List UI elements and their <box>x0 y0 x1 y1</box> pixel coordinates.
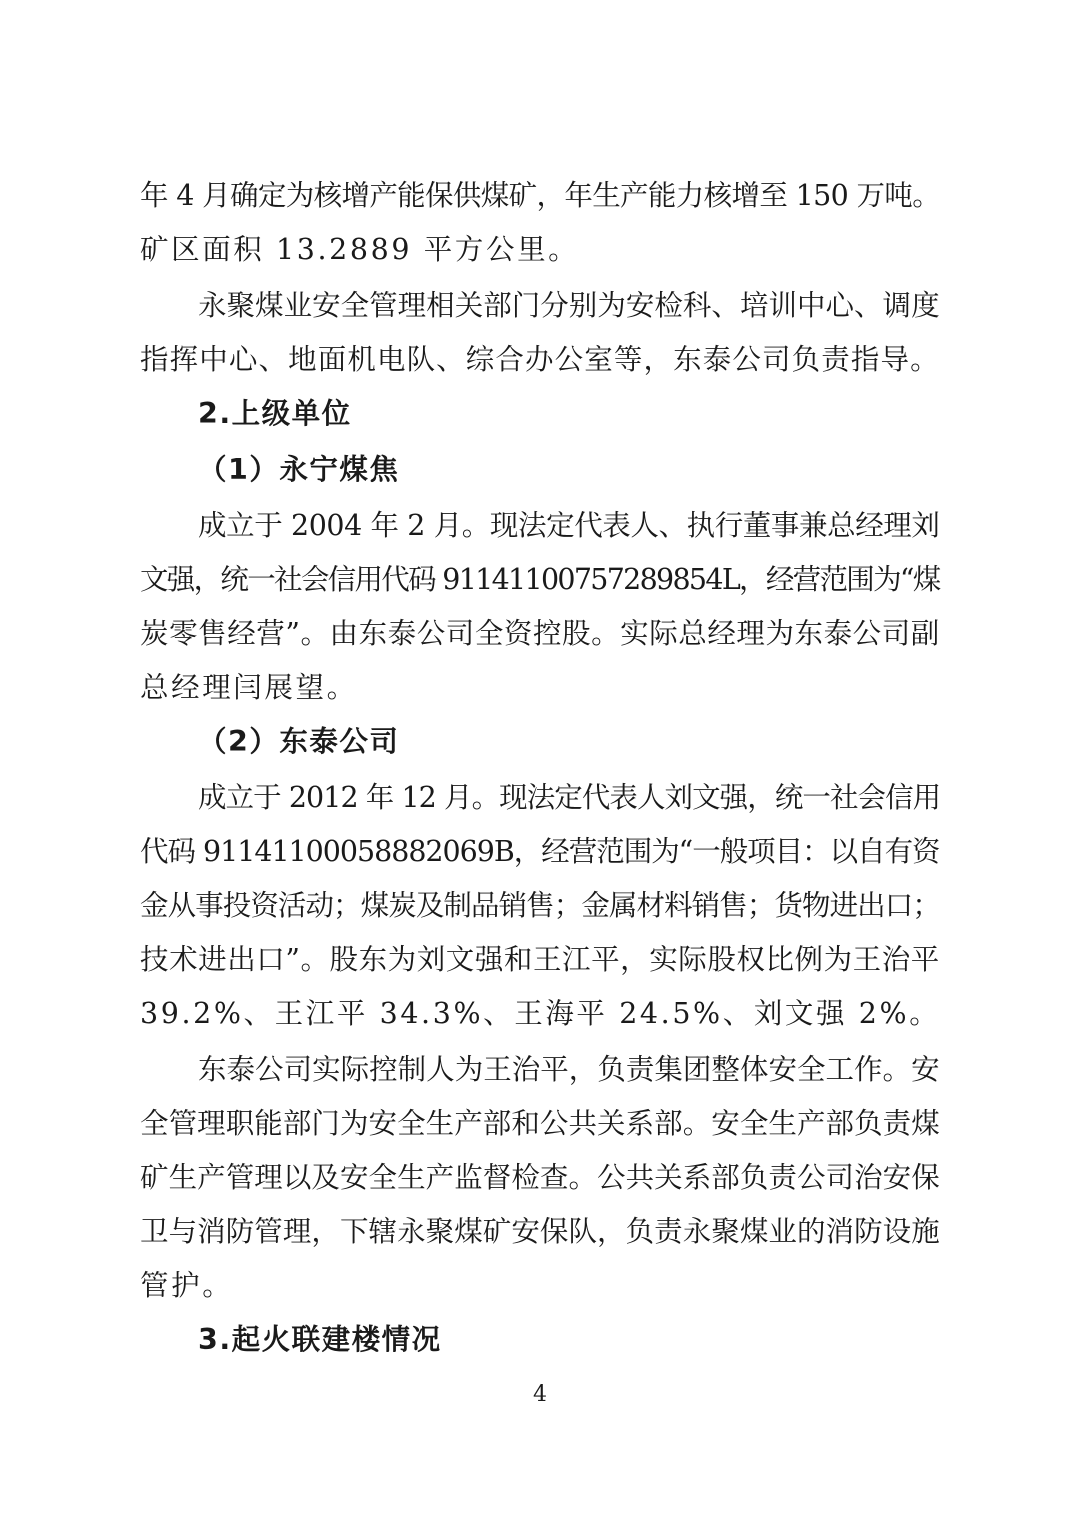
text-line: 永聚煤业安全管理相关部门分别为安检科、培训中心、调度 <box>198 289 940 322</box>
text-line: 矿区面积 13.2889 平方公里。 <box>140 233 580 266</box>
text-line: 总经理闫展望。 <box>140 671 358 704</box>
section-heading: 2.上级单位 <box>198 397 352 430</box>
text-line: 管护。 <box>140 1269 234 1302</box>
text-line: 成立于 2004 年 2 月。现法定代表人、执行董事兼总经理刘 <box>198 509 940 542</box>
text-line: 炭零售经营”。由东泰公司全资控股。实际总经理为东泰公司副 <box>140 617 940 650</box>
subsection-heading: （2）东泰公司 <box>198 725 400 758</box>
text-line: 东泰公司实际控制人为王治平，负责集团整体安全工作。安 <box>198 1053 940 1086</box>
text-line: 金从事投资活动；煤炭及制品销售；金属材料销售；货物进出口； <box>140 889 940 922</box>
page-number: 4 <box>533 1382 547 1407</box>
text-line: 指挥中心、地面机电队、综合办公室等，东泰公司负责指导。 <box>140 343 940 376</box>
subsection-heading: （1）永宁煤焦 <box>198 453 400 486</box>
text-line: 年 4 月确定为核增产能保供煤矿，年生产能力核增至 150 万吨。 <box>140 179 941 212</box>
text-line: 代码 91141100058882069B，经营范围为“一般项目：以自有资 <box>140 835 940 868</box>
text-line: 技术进出口”。股东为刘文强和王江平，实际股权比例为王治平 <box>140 943 940 976</box>
text-line: 39.2%、王江平 34.3%、王海平 24.5%、刘文强 2%。 <box>140 997 941 1030</box>
text-line: 文强，统一社会信用代码 91141100757289854L，经营范围为“煤 <box>140 563 940 596</box>
text-line: 全管理职能部门为安全生产部和公共关系部。安全生产部负责煤 <box>140 1107 940 1140</box>
section-heading: 3.起火联建楼情况 <box>198 1323 442 1356</box>
text-line: 矿生产管理以及安全生产监督检查。公共关系部负责公司治安保 <box>140 1161 940 1194</box>
text-line: 卫与消防管理，下辖永聚煤矿安保队，负责永聚煤业的消防设施 <box>140 1215 940 1248</box>
text-line: 成立于 2012 年 12 月。现法定代表人刘文强，统一社会信用 <box>198 781 941 814</box>
